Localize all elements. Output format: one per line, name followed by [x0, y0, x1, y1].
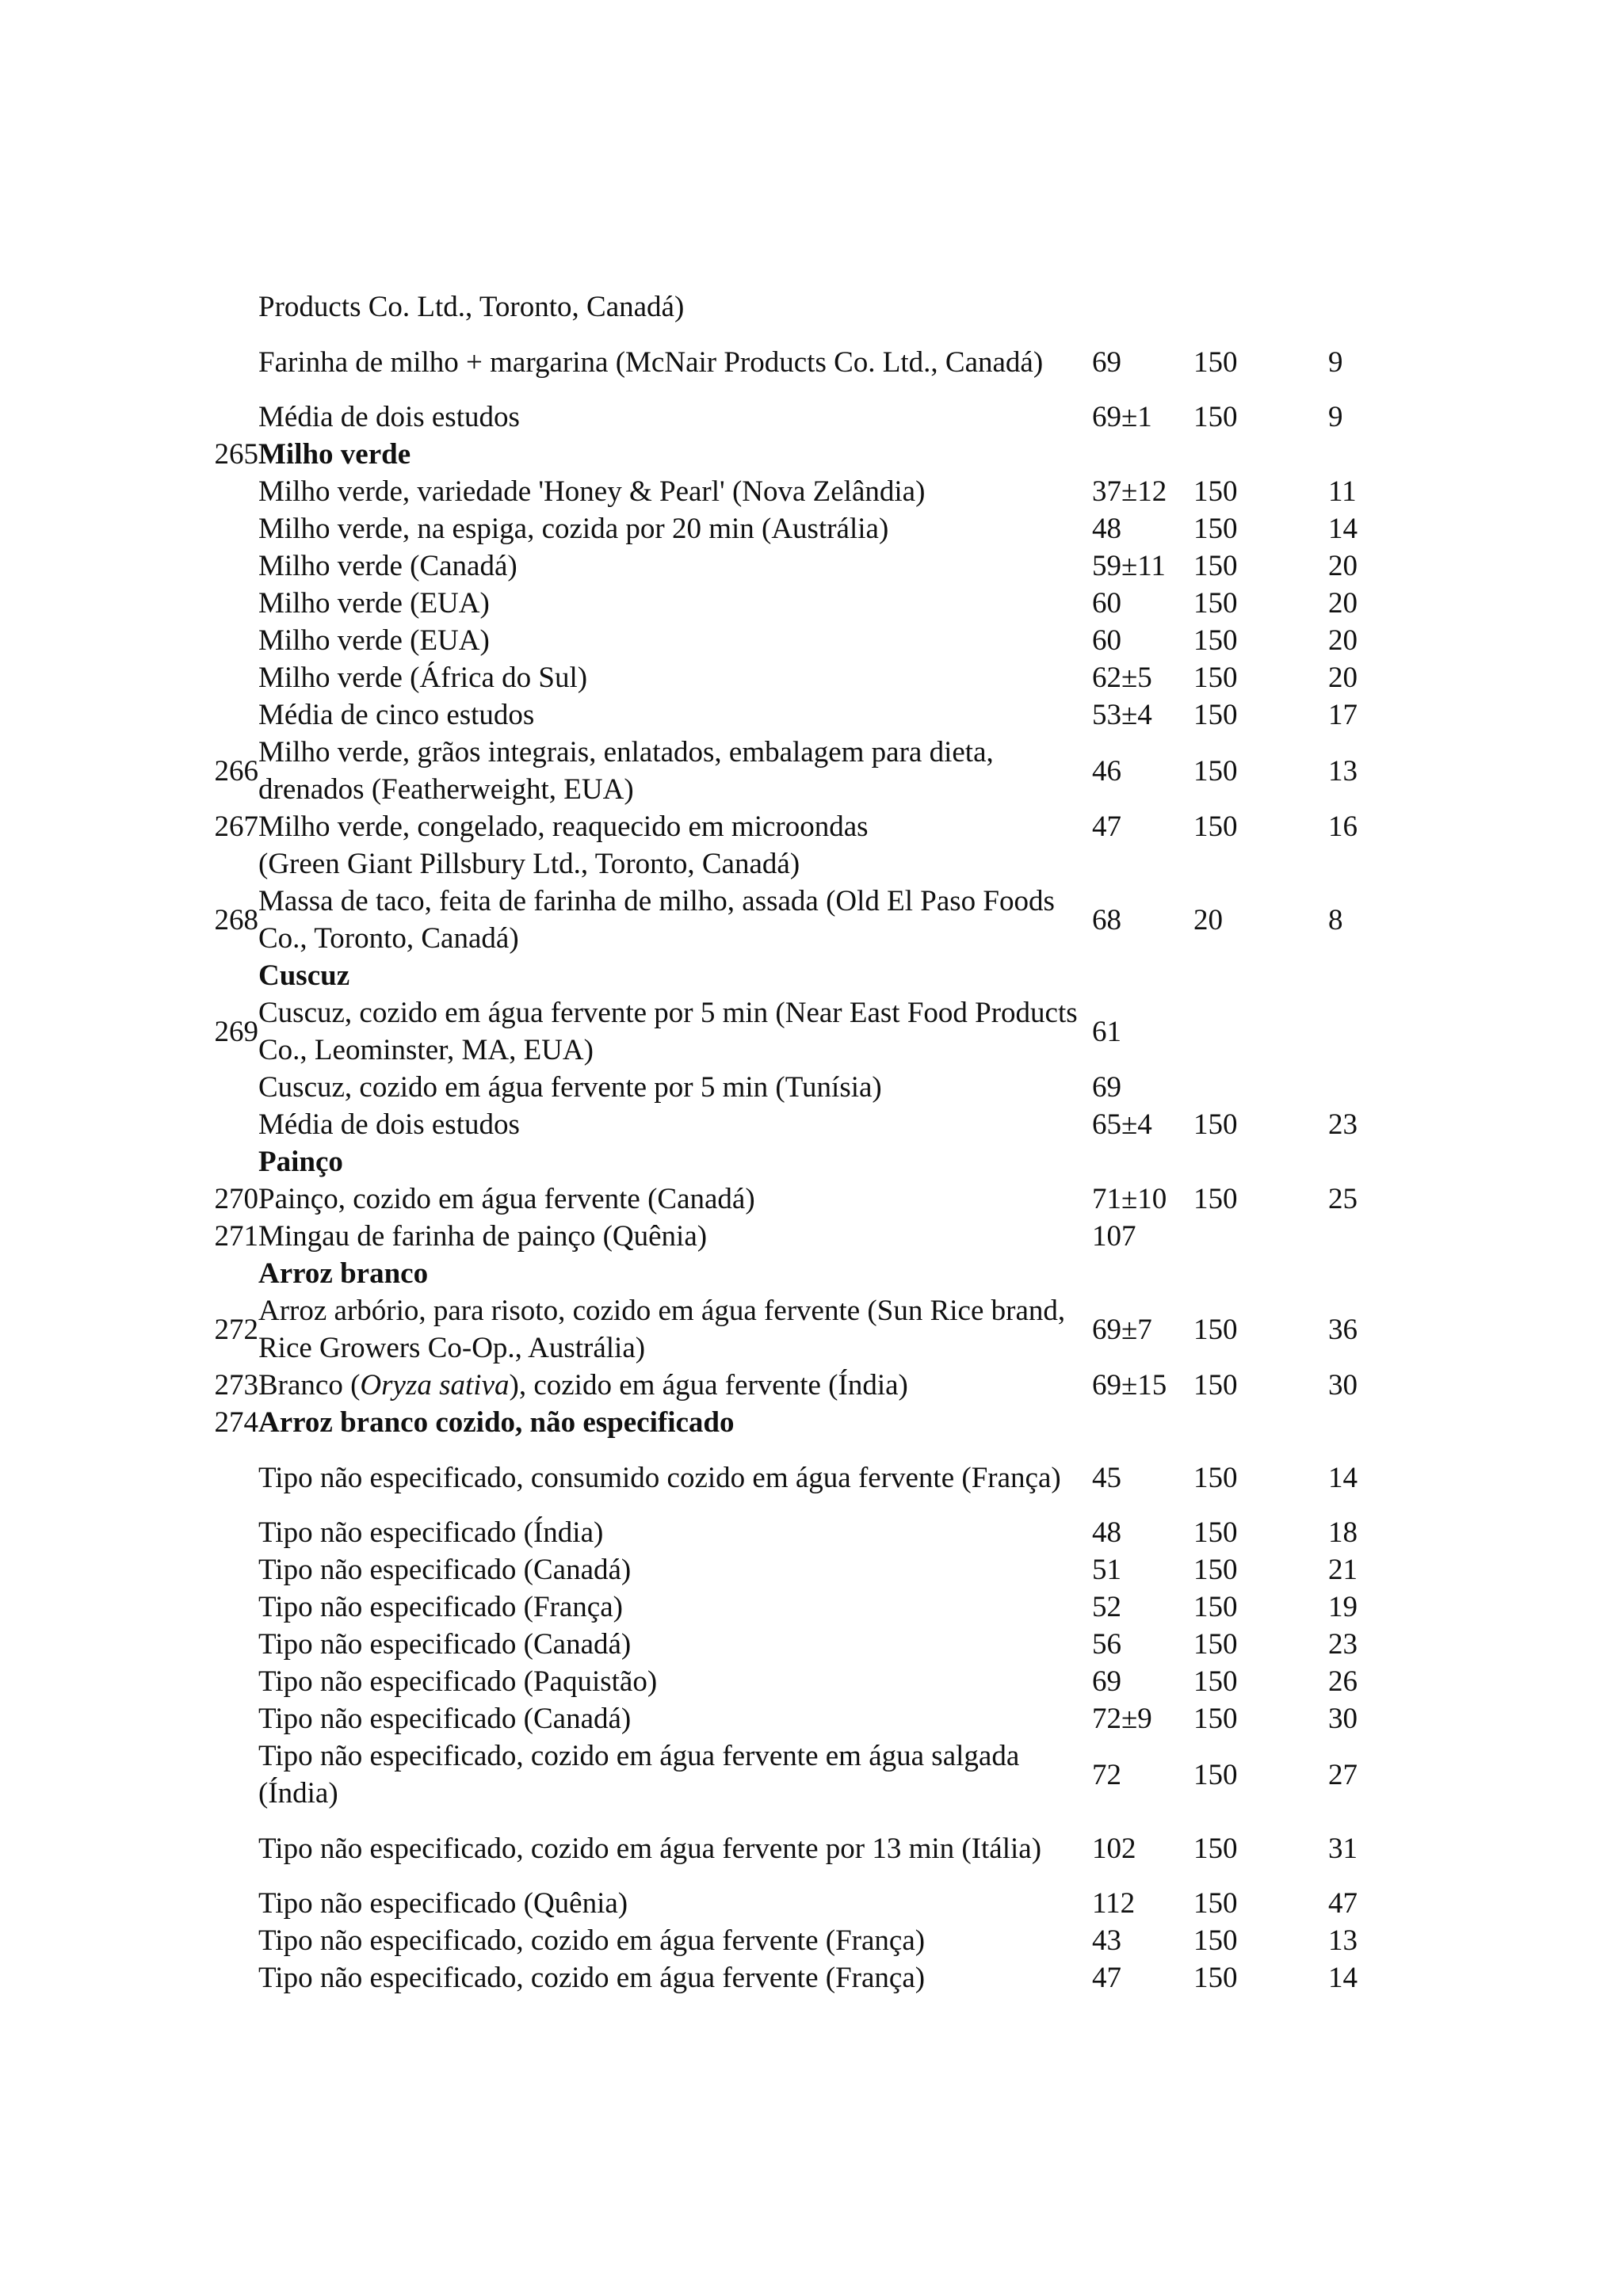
serving-size: 150 [1193, 1108, 1238, 1141]
table-row [204, 1255, 1393, 1292]
food-description: Arroz arbório, para risoto, cozido em água fervente (Sun Rice brand, Rice Growers Co-Op., Austrália) [258, 1295, 1066, 1364]
serving-size: 150 [1193, 1832, 1238, 1865]
glycemic-index: 72 [1092, 1758, 1121, 1791]
food-description: Milho verde, na espiga, cozida por 20 min (Austrália) [258, 513, 889, 545]
glycemic-index: 37±12 [1092, 475, 1167, 508]
table-row [204, 326, 1393, 399]
table-row [204, 1441, 1393, 1514]
glycemic-load: 26 [1328, 1665, 1358, 1698]
table-row [204, 622, 1393, 659]
table-row [204, 1551, 1393, 1589]
glycemic-load: 27 [1328, 1758, 1358, 1791]
glycemic-load: 14 [1328, 1461, 1358, 1494]
serving-size: 150 [1193, 1887, 1238, 1920]
table-row [204, 659, 1393, 696]
glycemic-load: 9 [1328, 401, 1343, 433]
serving-size: 150 [1193, 699, 1238, 731]
item-number: 273 [214, 1369, 258, 1402]
food-description: Tipo não especificado (Paquistão) [258, 1665, 658, 1698]
description-text: Branco ( [258, 1369, 361, 1402]
table-row [204, 957, 1393, 994]
glycemic-index: 107 [1092, 1220, 1136, 1253]
serving-size: 150 [1193, 475, 1238, 508]
gi-table [204, 288, 1393, 1997]
food-description: Tipo não especificado, cozido em água fervente por 13 min (Itália) [258, 1832, 1042, 1865]
food-description: Média de cinco estudos [258, 699, 535, 731]
glycemic-load: 20 [1328, 662, 1358, 694]
glycemic-index: 48 [1092, 513, 1121, 545]
section-heading: Cuscuz [258, 959, 350, 992]
glycemic-index: 47 [1092, 810, 1121, 843]
food-description: Products Co. Ltd., Toronto, Canadá) [258, 291, 685, 323]
glycemic-load: 8 [1328, 903, 1343, 936]
table-row [204, 547, 1393, 585]
food-description: Tipo não especificado, cozido em água fervente em água salgada (Índia) [258, 1740, 1020, 1810]
serving-size: 150 [1193, 1758, 1238, 1791]
table-row [204, 1700, 1393, 1737]
food-description: Painço, cozido em água fervente (Canadá) [258, 1183, 755, 1215]
glycemic-load: 31 [1328, 1832, 1358, 1865]
item-number: 274 [214, 1406, 258, 1439]
food-description: Tipo não especificado, cozido em água fervente (França) [258, 1924, 926, 1957]
glycemic-load: 23 [1328, 1108, 1358, 1141]
food-description [258, 1367, 1092, 1404]
serving-size: 150 [1193, 1962, 1238, 1994]
glycemic-index: 61 [1092, 1015, 1121, 1048]
glycemic-index: 60 [1092, 624, 1121, 657]
species-name: Oryza sativa [360, 1369, 510, 1402]
food-description: (Green Giant Pillsbury Ltd., Toronto, Canadá) [258, 848, 800, 880]
serving-size: 150 [1193, 1665, 1238, 1698]
glycemic-load: 47 [1328, 1887, 1358, 1920]
table-row [204, 1143, 1393, 1180]
item-number: 265 [214, 438, 258, 471]
serving-size: 150 [1193, 401, 1238, 433]
table-row [204, 734, 1393, 808]
table-row [204, 1626, 1393, 1663]
item-number: 272 [214, 1313, 258, 1346]
serving-size: 150 [1193, 1703, 1238, 1735]
serving-size: 150 [1193, 550, 1238, 582]
food-description: Cuscuz, cozido em água fervente por 5 min (Near East Food Products Co., Leominster, MA, EUA) [258, 997, 1078, 1066]
item-number: 268 [214, 903, 258, 936]
section-heading: Arroz branco cozido, não especificado [258, 1406, 735, 1439]
glycemic-index: 65±4 [1092, 1108, 1152, 1141]
glycemic-index: 68 [1092, 903, 1121, 936]
food-description: Tipo não especificado (Canadá) [258, 1628, 632, 1661]
serving-size: 150 [1193, 1183, 1238, 1215]
table-row [204, 473, 1393, 510]
glycemic-index: 69±7 [1092, 1313, 1152, 1346]
glycemic-index: 69±15 [1092, 1369, 1167, 1402]
glycemic-load: 17 [1328, 699, 1358, 731]
glycemic-index: 47 [1092, 1962, 1121, 1994]
serving-size: 150 [1193, 810, 1238, 843]
table-row [204, 399, 1393, 436]
glycemic-load: 23 [1328, 1628, 1358, 1661]
food-description: Farinha de milho + margarina (McNair Products Co. Ltd., Canadá) [258, 345, 1044, 379]
food-description: Média de dois estudos [258, 1108, 520, 1141]
serving-size: 150 [1193, 345, 1238, 379]
table-row [204, 1514, 1393, 1551]
glycemic-load: 21 [1328, 1554, 1358, 1586]
section-heading: Milho verde [258, 438, 411, 471]
glycemic-index: 43 [1092, 1924, 1121, 1957]
table-row [204, 1663, 1393, 1700]
food-description: Milho verde (África do Sul) [258, 662, 588, 694]
glycemic-index: 69±1 [1092, 401, 1152, 433]
serving-size: 150 [1193, 1924, 1238, 1957]
serving-size: 150 [1193, 1313, 1238, 1346]
food-description: Milho verde, variedade 'Honey & Pearl' (Nova Zelândia) [258, 475, 926, 508]
glycemic-load: 20 [1328, 550, 1358, 582]
item-number: 270 [214, 1183, 258, 1215]
table-row [204, 1812, 1393, 1885]
glycemic-load: 14 [1328, 513, 1358, 545]
glycemic-load: 25 [1328, 1183, 1358, 1215]
serving-size: 20 [1193, 903, 1223, 936]
food-description: Tipo não especificado, cozido em água fervente (França) [258, 1962, 926, 1994]
food-description: Massa de taco, feita de farinha de milho, assada (Old El Paso Foods Co., Toronto, Canadá) [258, 885, 1055, 955]
table-row [204, 1218, 1393, 1255]
glycemic-load: 11 [1328, 475, 1357, 508]
table-row [204, 1404, 1393, 1441]
food-description: Tipo não especificado, consumido cozido em água fervente (França) [258, 1461, 1061, 1494]
table-row [204, 1959, 1393, 1997]
table-row [204, 808, 1393, 845]
item-number: 267 [214, 810, 258, 843]
glycemic-load: 13 [1328, 754, 1358, 788]
glycemic-load: 30 [1328, 1703, 1358, 1735]
food-description: Milho verde, congelado, reaquecido em microondas [258, 810, 869, 843]
table-row [204, 585, 1393, 622]
food-description: Tipo não especificado (Canadá) [258, 1703, 632, 1735]
food-description: Tipo não especificado (Quênia) [258, 1887, 628, 1920]
serving-size: 150 [1193, 587, 1238, 620]
glycemic-load: 16 [1328, 810, 1358, 843]
table-row [204, 1367, 1393, 1404]
serving-size: 150 [1193, 513, 1238, 545]
food-description: Tipo não especificado (França) [258, 1591, 623, 1623]
serving-size: 150 [1193, 1591, 1238, 1623]
description-text: ), cozido em água fervente (Índia) [509, 1369, 908, 1402]
serving-size: 150 [1193, 624, 1238, 657]
table-row [204, 1106, 1393, 1143]
glycemic-index: 59±11 [1092, 550, 1166, 582]
glycemic-load: 30 [1328, 1369, 1358, 1402]
glycemic-index: 69 [1092, 345, 1121, 379]
glycemic-index: 69 [1092, 1071, 1121, 1104]
glycemic-index: 69 [1092, 1665, 1121, 1698]
food-description: Milho verde, grãos integrais, enlatados, embalagem para dieta, drenados (Featherweight, EUA) [258, 736, 994, 806]
serving-size: 150 [1193, 1628, 1238, 1661]
food-description: Mingau de farinha de painço (Quênia) [258, 1220, 708, 1253]
serving-size: 150 [1193, 754, 1238, 788]
glycemic-load: 20 [1328, 587, 1358, 620]
table-row [204, 288, 1393, 326]
table-row [204, 1180, 1393, 1218]
glycemic-index: 112 [1092, 1887, 1136, 1920]
food-description: Milho verde (EUA) [258, 624, 490, 657]
glycemic-index: 52 [1092, 1591, 1121, 1623]
table-row [204, 1069, 1393, 1106]
table-row [204, 1589, 1393, 1626]
glycemic-load: 19 [1328, 1591, 1358, 1623]
table-row [204, 1292, 1393, 1367]
serving-size: 150 [1193, 1369, 1238, 1402]
food-description: Milho verde (EUA) [258, 587, 490, 620]
glycemic-index: 48 [1092, 1516, 1121, 1549]
food-description: Tipo não especificado (Canadá) [258, 1554, 632, 1586]
food-description: Milho verde (Canadá) [258, 550, 517, 582]
serving-size: 150 [1193, 1516, 1238, 1549]
glycemic-index: 56 [1092, 1628, 1121, 1661]
table-row [204, 510, 1393, 547]
glycemic-index: 46 [1092, 754, 1121, 788]
table-row [204, 994, 1393, 1069]
serving-size: 150 [1193, 662, 1238, 694]
glycemic-index: 71±10 [1092, 1183, 1167, 1215]
table-row [204, 1922, 1393, 1959]
glycemic-load: 14 [1328, 1962, 1358, 1994]
food-description: Média de dois estudos [258, 401, 520, 433]
table-row [204, 696, 1393, 734]
glycemic-index: 51 [1092, 1554, 1121, 1586]
glycemic-index: 102 [1092, 1832, 1136, 1865]
glycemic-index: 72±9 [1092, 1703, 1152, 1735]
glycemic-load: 36 [1328, 1313, 1358, 1346]
glycemic-index: 62±5 [1092, 662, 1152, 694]
table-row [204, 436, 1393, 473]
serving-size: 150 [1193, 1554, 1238, 1586]
serving-size: 150 [1193, 1461, 1238, 1494]
glycemic-index: 60 [1092, 587, 1121, 620]
food-description: Tipo não especificado (Índia) [258, 1516, 604, 1549]
table-row [204, 845, 1393, 883]
section-heading: Arroz branco [258, 1257, 429, 1290]
table-row [204, 1737, 1393, 1812]
section-heading: Painço [258, 1146, 343, 1178]
glycemic-load: 18 [1328, 1516, 1358, 1549]
glycemic-index: 45 [1092, 1461, 1121, 1494]
item-number: 271 [214, 1220, 258, 1253]
table-row [204, 883, 1393, 957]
table-row [204, 1885, 1393, 1922]
food-description: Cuscuz, cozido em água fervente por 5 min (Tunísia) [258, 1071, 882, 1104]
item-number: 266 [214, 754, 258, 788]
item-number: 269 [214, 1015, 258, 1048]
glycemic-load: 20 [1328, 624, 1358, 657]
glycemic-load: 13 [1328, 1924, 1358, 1957]
glycemic-load: 9 [1328, 345, 1343, 379]
glycemic-index: 53±4 [1092, 699, 1152, 731]
